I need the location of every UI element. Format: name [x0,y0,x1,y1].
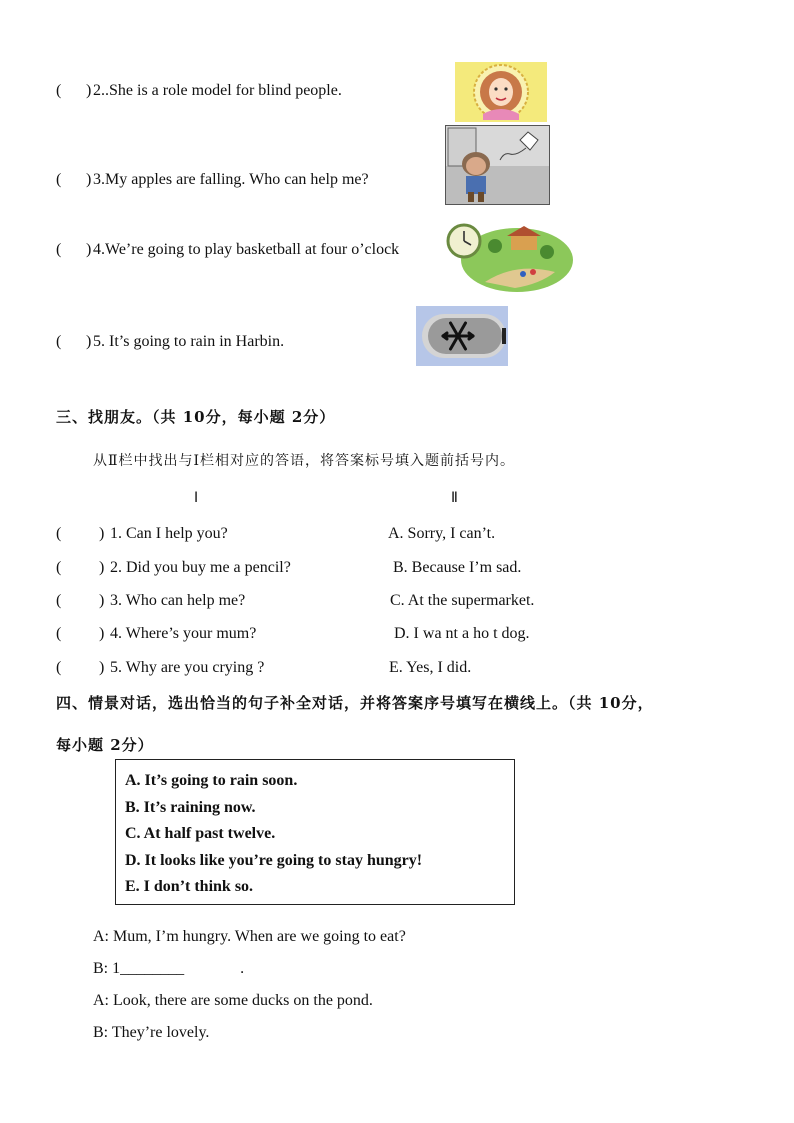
option-item: D. It looks like you’re going to stay hungry! [125,851,423,869]
question-text: 2..She is a role model for blind people. [93,82,342,99]
match-question: 5. Why are you crying ? [110,659,265,676]
snowflake-icon [416,306,508,366]
option-item: C. At half past twelve. [125,825,276,842]
match-answer: D. I wa nt a ho t dog. [394,625,530,642]
answer-paren-close: ) [99,659,105,676]
match-answer: E. Yes, I did. [389,659,472,676]
answer-paren-close: ) [99,592,105,609]
option-item: B. It’s raining now. [125,798,256,816]
boy-kite-icon [445,125,550,205]
answer-paren-open: ( [56,333,62,350]
answer-paren-close: ) [99,625,105,642]
girl-portrait-icon [455,62,547,122]
question-text: 3.My apples are falling. Who can help me? [93,171,369,188]
dialogue-line: B: They’re lovely. [93,1024,210,1041]
answer-paren-close: ) [99,559,105,576]
match-question: 1. Can I help you? [110,525,228,542]
answer-paren-open: ( [56,171,62,188]
answer-paren-open: ( [56,82,62,99]
answer-paren-open: ( [56,525,62,542]
section-instruction: 从Ⅱ栏中找出与Ⅰ栏相对应的答语，将答案标号填入题前括号内。 [93,453,516,469]
match-question: 4. Where’s your mum? [110,625,257,642]
question-text: 4.We’re going to play basketball at four o’clock [93,241,400,258]
dialogue-line-blank: B: 1________ . [93,960,245,977]
section-heading: 四、情景对话，选出恰当的句子补全对话，并将答案序号填写在横线上。（共 10分， [56,694,654,712]
match-answer: A. Sorry, I can’t. [388,525,496,542]
match-answer: C. At the supermarket. [390,592,535,609]
column-one-label: Ⅰ [194,490,199,506]
answer-paren-open: ( [56,659,62,676]
answer-paren-open: ( [56,592,62,609]
match-question: 2. Did you buy me a pencil? [110,559,291,576]
answer-paren-close: ) [99,525,105,542]
section-heading-continued: 每小题 2分） [56,736,154,754]
answer-paren-close: ) [86,333,92,350]
match-question: 3. Who can help me? [110,592,246,609]
answer-paren-open: ( [56,241,62,258]
section-heading: 三、找朋友。（共 10分，每小题 2分） [56,408,336,426]
answer-paren-open: ( [56,625,62,642]
options-box [115,759,515,905]
answer-paren-close: ) [86,171,92,188]
park-clock-icon [445,222,575,294]
option-item: A. It’s going to rain soon. [125,772,298,789]
match-answer: B. Because I’m sad. [393,559,522,576]
column-two-label: Ⅱ [451,490,458,506]
option-item: E. I don’t think so. [125,878,254,895]
answer-paren-open: ( [56,559,62,576]
dialogue-line: A: Mum, I’m hungry. When are we going to eat? [93,928,406,945]
question-text: 5. It’s going to rain in Harbin. [93,333,285,350]
answer-paren-close: ) [86,82,92,99]
answer-paren-close: ) [86,241,92,258]
dialogue-line: A: Look, there are some ducks on the pond. [93,992,373,1009]
